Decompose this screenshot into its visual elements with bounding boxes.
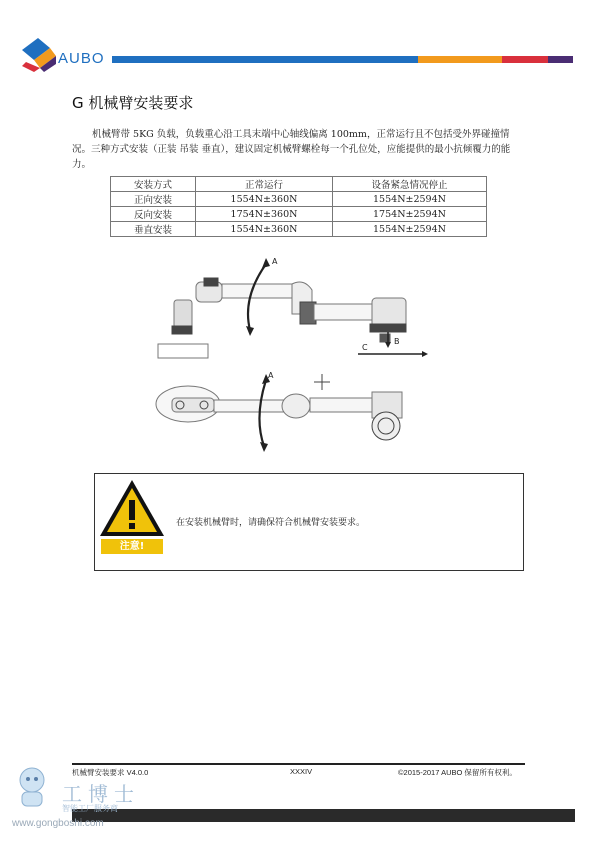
table-cell: 1754N±2594N bbox=[333, 207, 487, 222]
footer-divider bbox=[72, 763, 525, 765]
table-header-row bbox=[111, 177, 487, 192]
table-cell: 1554N±360N bbox=[196, 192, 333, 207]
table-cell: 垂直安装 bbox=[111, 222, 196, 237]
header-bar-blue bbox=[112, 56, 418, 63]
watermark-name: 工博士 bbox=[62, 784, 140, 806]
table-cell: 1554N±360N bbox=[196, 222, 333, 237]
logo-text: AUBO bbox=[58, 50, 105, 67]
warning-text: 在安装机械臂时，请确保符合机械臂安装要求。 bbox=[176, 518, 366, 528]
header-bar-orange bbox=[418, 56, 502, 63]
label-b: B bbox=[394, 337, 400, 346]
table-cell: 1554N±2594N bbox=[333, 192, 487, 207]
label-c: C bbox=[362, 343, 368, 352]
table-cell: 1754N±360N bbox=[196, 207, 333, 222]
table-cell: 正向安装 bbox=[111, 192, 196, 207]
mascot-icon bbox=[12, 764, 54, 810]
table-header: 正常运行 bbox=[196, 177, 333, 192]
footer-left: 机械臂安装要求 V4.0.0 bbox=[72, 768, 149, 777]
warning-triangle-icon bbox=[98, 478, 166, 540]
label-a-bottom: A bbox=[268, 371, 274, 380]
mount-base bbox=[158, 344, 208, 358]
footer-copyright: ©2015-2017 AUBO 保留所有权利。 bbox=[398, 768, 517, 777]
table-row bbox=[111, 192, 487, 207]
robot-arm-figure bbox=[150, 248, 450, 458]
table-row bbox=[111, 222, 487, 237]
aubo-logo-icon bbox=[20, 36, 58, 74]
section-title: G 机械臂安装要求 bbox=[72, 94, 194, 112]
footer-bar bbox=[72, 809, 575, 822]
installation-force-table bbox=[110, 176, 487, 237]
warning-badge: 注意! bbox=[101, 539, 163, 554]
header-bar-red bbox=[502, 56, 548, 63]
footer-page-number: XXXIV bbox=[290, 767, 313, 776]
header-bar-purple bbox=[548, 56, 573, 63]
label-a-top: A bbox=[272, 257, 278, 266]
table-cell: 1554N±2594N bbox=[333, 222, 487, 237]
table-cell: 反向安装 bbox=[111, 207, 196, 222]
table-header: 设备紧急情况停止 bbox=[333, 177, 487, 192]
intro-paragraph: 机械臂带 5KG 负载，负载重心沿工具末端中心轴线偏离 100mm，正常运行且不包括受外界碰撞情况。三种方式安装（正装 吊装 垂直），建议固定机械臂螺栓每一个孔位处，应能提供的最小抗倾覆力的能力。 bbox=[72, 129, 511, 170]
table-header: 安装方式 bbox=[111, 177, 196, 192]
table-row bbox=[111, 207, 487, 222]
watermark-url: www.gongboshi.com bbox=[12, 818, 104, 829]
watermark-sub: 智能工厂服务商 bbox=[62, 804, 118, 813]
